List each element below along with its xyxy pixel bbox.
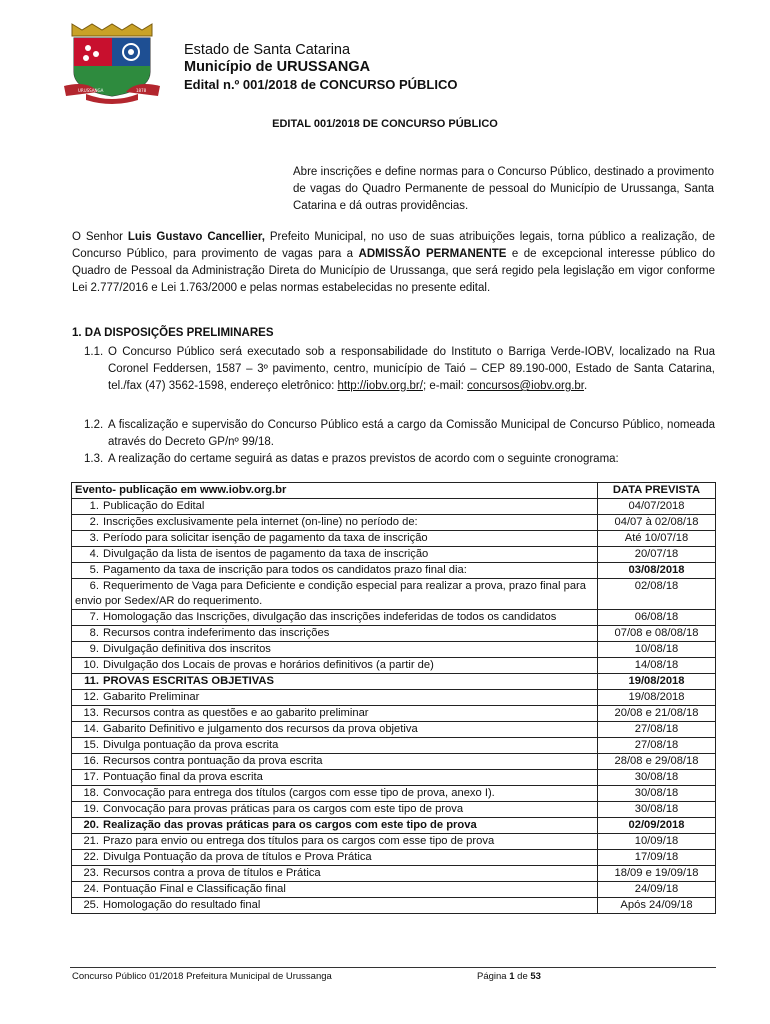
date-cell: 27/08/18: [598, 738, 716, 754]
date-cell: 02/08/18: [598, 579, 716, 610]
event-cell: 3. Período para solicitar isenção de pagamento da taxa de inscrição: [72, 531, 598, 547]
clause-1-3: 1.3. A realização do certame seguirá as datas e prazos previstos de acordo com o seguinte cronograma:: [84, 453, 619, 465]
intro-paragraph: O Senhor Luis Gustavo Cancellier, Prefeito Municipal, no uso de suas atribuições legais, torna público a realização, de Concurso Público, para provimento de vagas para a ADMISSÃO PERMANENTE e de excepcional interesse público do Quadro de Pessoal da Administração Direta do Município de Urussanga, que será regido pela legislação em vigor conforme Lei 2.777/2016 e Lei 1.763/2000 e pelas normas estabelecidas no presente edital.: [72, 231, 716, 294]
event-cell: 20. Realização das provas práticas para os cargos com este tipo de prova: [72, 818, 598, 834]
event-cell: 10. Divulgação dos Locais de provas e horários definitivos (a partir de): [72, 658, 598, 674]
table-row: [72, 642, 716, 658]
table-row: [72, 786, 716, 802]
table-row: [72, 722, 716, 738]
table-row: [72, 882, 716, 898]
edital-heading: Edital n.º 001/2018 de CONCURSO PÚBLICO: [184, 77, 458, 92]
table-row: [72, 563, 716, 579]
clause-1-1: 1.1. O Concurso Público será executado sob a responsabilidade do Instituto o Barriga Verde-IOBV, localizado na Rua Coronel Feddersen, 1587 – 3º pavimento, centro, município de Taió – CEP 89.190-000, Estado de Santa Catarina, tel./fax (47) 3562-1598, endereço eletrônico: http://iobv.org.br/; e-mail: concursos@iobv.org.br.: [84, 346, 715, 392]
date-cell: 10/09/18: [598, 834, 716, 850]
date-cell: 02/09/2018: [598, 818, 716, 834]
event-cell: 25. Homologação do resultado final: [72, 898, 598, 914]
date-cell: 17/09/18: [598, 850, 716, 866]
table-row: [72, 499, 716, 515]
event-cell: 5. Pagamento da taxa de inscrição para todos os candidatos prazo final dia:: [72, 563, 598, 579]
table-row: [72, 898, 716, 914]
table-row: [72, 626, 716, 642]
table-row: [72, 658, 716, 674]
date-cell: 07/08 e 08/08/18: [598, 626, 716, 642]
iobv-website-link[interactable]: http://iobv.org.br/: [337, 380, 423, 392]
clause-1-2: 1.2. A fiscalização e supervisão do Concurso Público está a cargo da Comissão Municipal de Concurso Público, nomeada através do Decreto GP/nº 99/18.: [84, 419, 715, 448]
section-heading: 1. DA DISPOSIÇÕES PRELIMINARES: [72, 327, 274, 339]
municipality-name: Município de URUSSANGA: [184, 59, 371, 75]
date-cell: 06/08/18: [598, 610, 716, 626]
date-cell: Após 24/09/18: [598, 898, 716, 914]
table-row: [72, 834, 716, 850]
date-cell: 04/07/2018: [598, 499, 716, 515]
date-cell: 20/07/18: [598, 547, 716, 563]
date-cell: 30/08/18: [598, 802, 716, 818]
event-cell: 7. Homologação das Inscrições, divulgação das inscrições indeferidas de todos os candidatos: [72, 610, 598, 626]
event-cell: 18. Convocação para entrega dos títulos (cargos com esse tipo de prova, anexo I).: [72, 786, 598, 802]
crest-ribbon-left: URUSSANGA: [78, 88, 104, 93]
schedule-table: [71, 482, 716, 914]
event-cell: 12. Gabarito Preliminar: [72, 690, 598, 706]
event-cell: 19. Convocação para provas práticas para os cargos com este tipo de prova: [72, 802, 598, 818]
date-cell: 03/08/2018: [598, 563, 716, 579]
event-cell: 4. Divulgação da lista de isentos de pagamento da taxa de inscrição: [72, 547, 598, 563]
date-cell: 18/09 e 19/09/18: [598, 866, 716, 882]
event-cell: 17. Pontuação final da prova escrita: [72, 770, 598, 786]
date-cell: 20/08 e 21/08/18: [598, 706, 716, 722]
email-link[interactable]: concursos@iobv.org.br: [467, 380, 584, 392]
date-cell: 19/08/2018: [598, 690, 716, 706]
schedule-body: [72, 499, 716, 914]
date-cell: 19/08/2018: [598, 674, 716, 690]
table-row: [72, 610, 716, 626]
table-row: [72, 706, 716, 722]
table-row: [72, 515, 716, 531]
event-cell: 2. Inscrições exclusivamente pela internet (on-line) no período de:: [72, 515, 598, 531]
table-row: [72, 802, 716, 818]
event-cell: 13. Recursos contra as questões e ao gabarito preliminar: [72, 706, 598, 722]
table-row: [72, 754, 716, 770]
event-cell: 15. Divulga pontuação da prova escrita: [72, 738, 598, 754]
footer-text: Concurso Público 01/2018 Prefeitura Municipal de Urussanga: [72, 971, 332, 982]
table-row: [72, 690, 716, 706]
event-cell: 8. Recursos contra indeferimento das inscrições: [72, 626, 598, 642]
date-cell: 28/08 e 29/08/18: [598, 754, 716, 770]
table-row: [72, 547, 716, 563]
event-cell: 24. Pontuação Final e Classificação final: [72, 882, 598, 898]
date-cell: 24/09/18: [598, 882, 716, 898]
table-row: [72, 579, 716, 610]
date-cell: 14/08/18: [598, 658, 716, 674]
event-cell: 23. Recursos contra a prova de títulos e Prática: [72, 866, 598, 882]
date-cell: Até 10/07/18: [598, 531, 716, 547]
table-row: [72, 850, 716, 866]
table-row: [72, 866, 716, 882]
table-header-row: [72, 483, 716, 499]
date-cell: 04/07 à 02/08/18: [598, 515, 716, 531]
date-cell: 27/08/18: [598, 722, 716, 738]
abstract-paragraph: Abre inscrições e define normas para o Concurso Público, destinado a provimento de vagas do Quadro Permanente de pessoal do Município de Urussanga, Santa Catarina e dá outras providências.: [293, 166, 714, 212]
table-row: [72, 818, 716, 834]
footer-divider: [70, 967, 716, 968]
state-name: Estado de Santa Catarina: [184, 42, 351, 58]
event-cell: 6. Requerimento de Vaga para Deficiente e condição especial para realizar a prova, prazo final para envio por Sedex/AR do requerimento.: [72, 579, 598, 610]
table-row: [72, 674, 716, 690]
event-cell: 21. Prazo para envio ou entrega dos títulos para os cargos com esse tipo de prova: [72, 834, 598, 850]
date-cell: 30/08/18: [598, 786, 716, 802]
header-date: DATA PREVISTA: [598, 483, 716, 499]
page-number: Página 1 de 53: [477, 971, 541, 982]
event-cell: 9. Divulgação definitiva dos inscritos: [72, 642, 598, 658]
event-cell: 11. PROVAS ESCRITAS OBJETIVAS: [72, 674, 598, 690]
mayor-name: Luis Gustavo Cancellier,: [127, 231, 265, 243]
date-cell: 10/08/18: [598, 642, 716, 658]
date-cell: 30/08/18: [598, 770, 716, 786]
table-row: [72, 770, 716, 786]
admission-type: ADMISSÃO PERMANENTE: [358, 248, 507, 260]
event-cell: 1. Publicação do Edital: [72, 499, 598, 515]
document-header: [58, 20, 718, 110]
table-row: [72, 531, 716, 547]
document-title: EDITAL 001/2018 DE CONCURSO PÚBLICO: [272, 118, 498, 130]
event-cell: 14. Gabarito Definitivo e julgamento dos recursos da prova objetiva: [72, 722, 598, 738]
crest-ribbon-right: 1878: [136, 88, 147, 93]
table-row: [72, 738, 716, 754]
event-cell: 16. Recursos contra pontuação da prova escrita: [72, 754, 598, 770]
event-cell: 22. Divulga Pontuação da prova de títulos e Prova Prática: [72, 850, 598, 866]
municipal-crest-icon: [58, 22, 166, 104]
header-event: Evento- publicação em www.iobv.org.br: [72, 483, 598, 499]
